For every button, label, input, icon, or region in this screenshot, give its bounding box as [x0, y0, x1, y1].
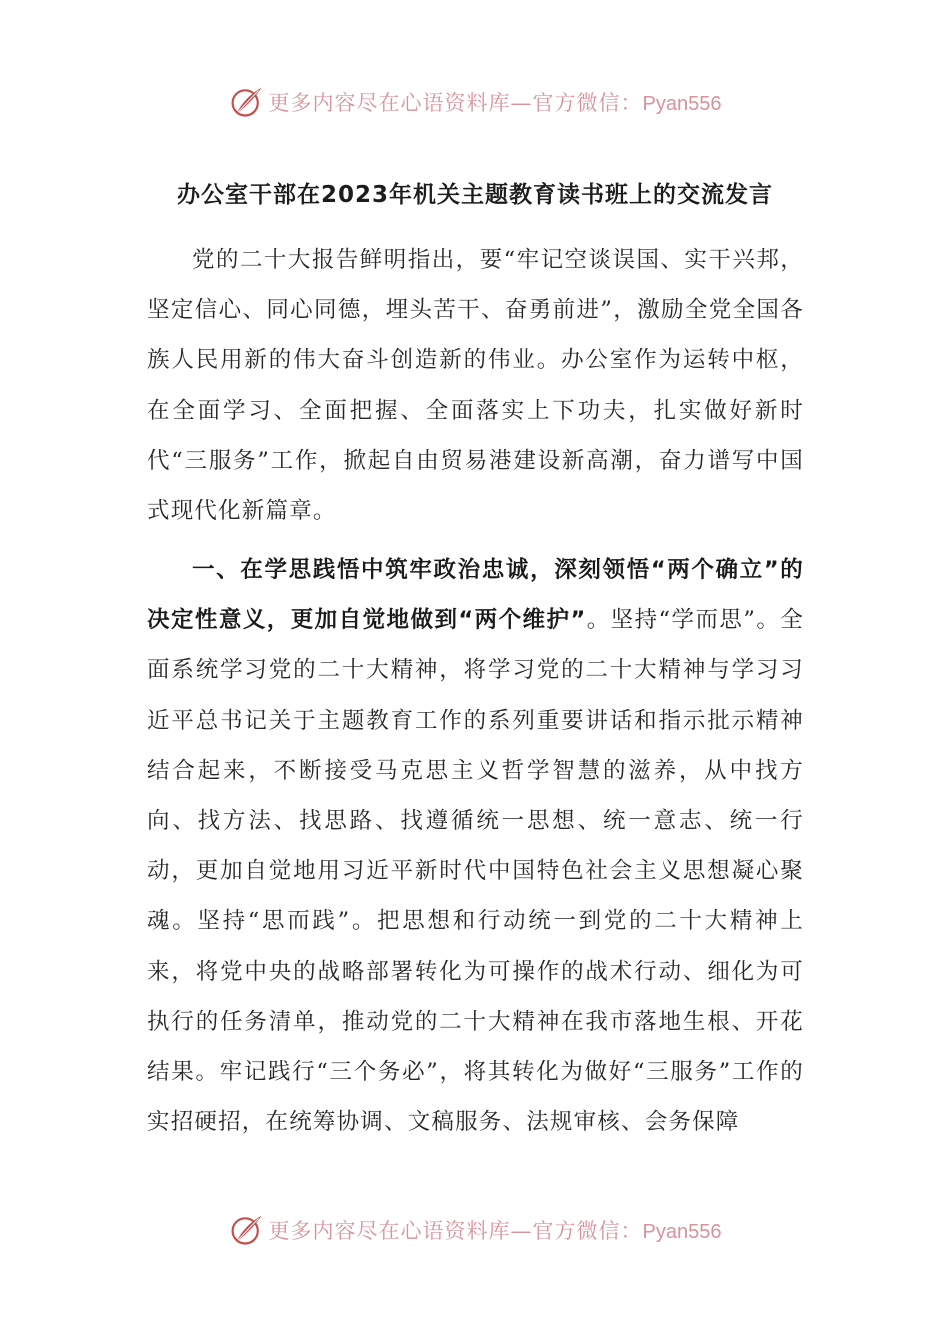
section-paragraph: [147, 545, 804, 1147]
section-body-text: 。坚持“学而思”。全面系统学习党的二十大精神，将学习党的二十大精神与学习习近平总书记关于主题教育工作的系列重要讲话和指示批示精神结合起来，不断接受马克思主义哲学智慧的滋养，从中找方向、找方法、找思路、找遵循统一思想、统一意志、统一行动，更加自觉地用习近平新时代中国特色社会主义思想凝心聚魂。坚持“思而践”。把思想和行动统一到党的二十大精神上来，将党中央的战略部署转化为可操作的战术行动、细化为可执行的任务清单，推动党的二十大精神在我市落地生根、开花结果。牢记践行“三个务必”，将其转化为做好“三服务”工作的实招硬招，在统筹协调、文稿服务、法规审核、会务保障: [147, 607, 804, 1136]
document-title: 办公室干部在2023年机关主题教育读书班上的交流发言: [176, 182, 773, 208]
watermark-banner-top: [0, 82, 950, 122]
watermark-text: 更多内容尽在心语资料库—官方微信：Pyan556: [268, 1219, 722, 1243]
feather-pen-logo-icon: [229, 84, 265, 120]
section-heading: 一、在学思践悟中筑牢政治忠诚，深刻领悟“两个确立”的决定性意义，更加自觉地做到“两个维护”: [147, 557, 804, 634]
paragraph-text: 党的二十大报告鲜明指出，要“牢记空谈误国、实干兴邦，坚定信心、同心同德，埋头苦干、奋勇前进”，激励全党全国各族人民用新的伟大奋斗创造新的伟业。办公室作为运转中枢，在全面学习、全面把握、全面落实上下功夫，扎实做好新时代“三服务”工作，掀起自由贸易港建设新高潮，奋力谱写中国式现代化新篇章。: [147, 247, 804, 525]
section-one: [147, 545, 804, 1147]
watermark-text: 更多内容尽在心语资料库—官方微信：Pyan556: [268, 91, 722, 115]
feather-pen-logo-icon: [229, 1212, 265, 1248]
intro-paragraph: [147, 235, 804, 536]
watermark-banner-bottom: [0, 1210, 950, 1250]
